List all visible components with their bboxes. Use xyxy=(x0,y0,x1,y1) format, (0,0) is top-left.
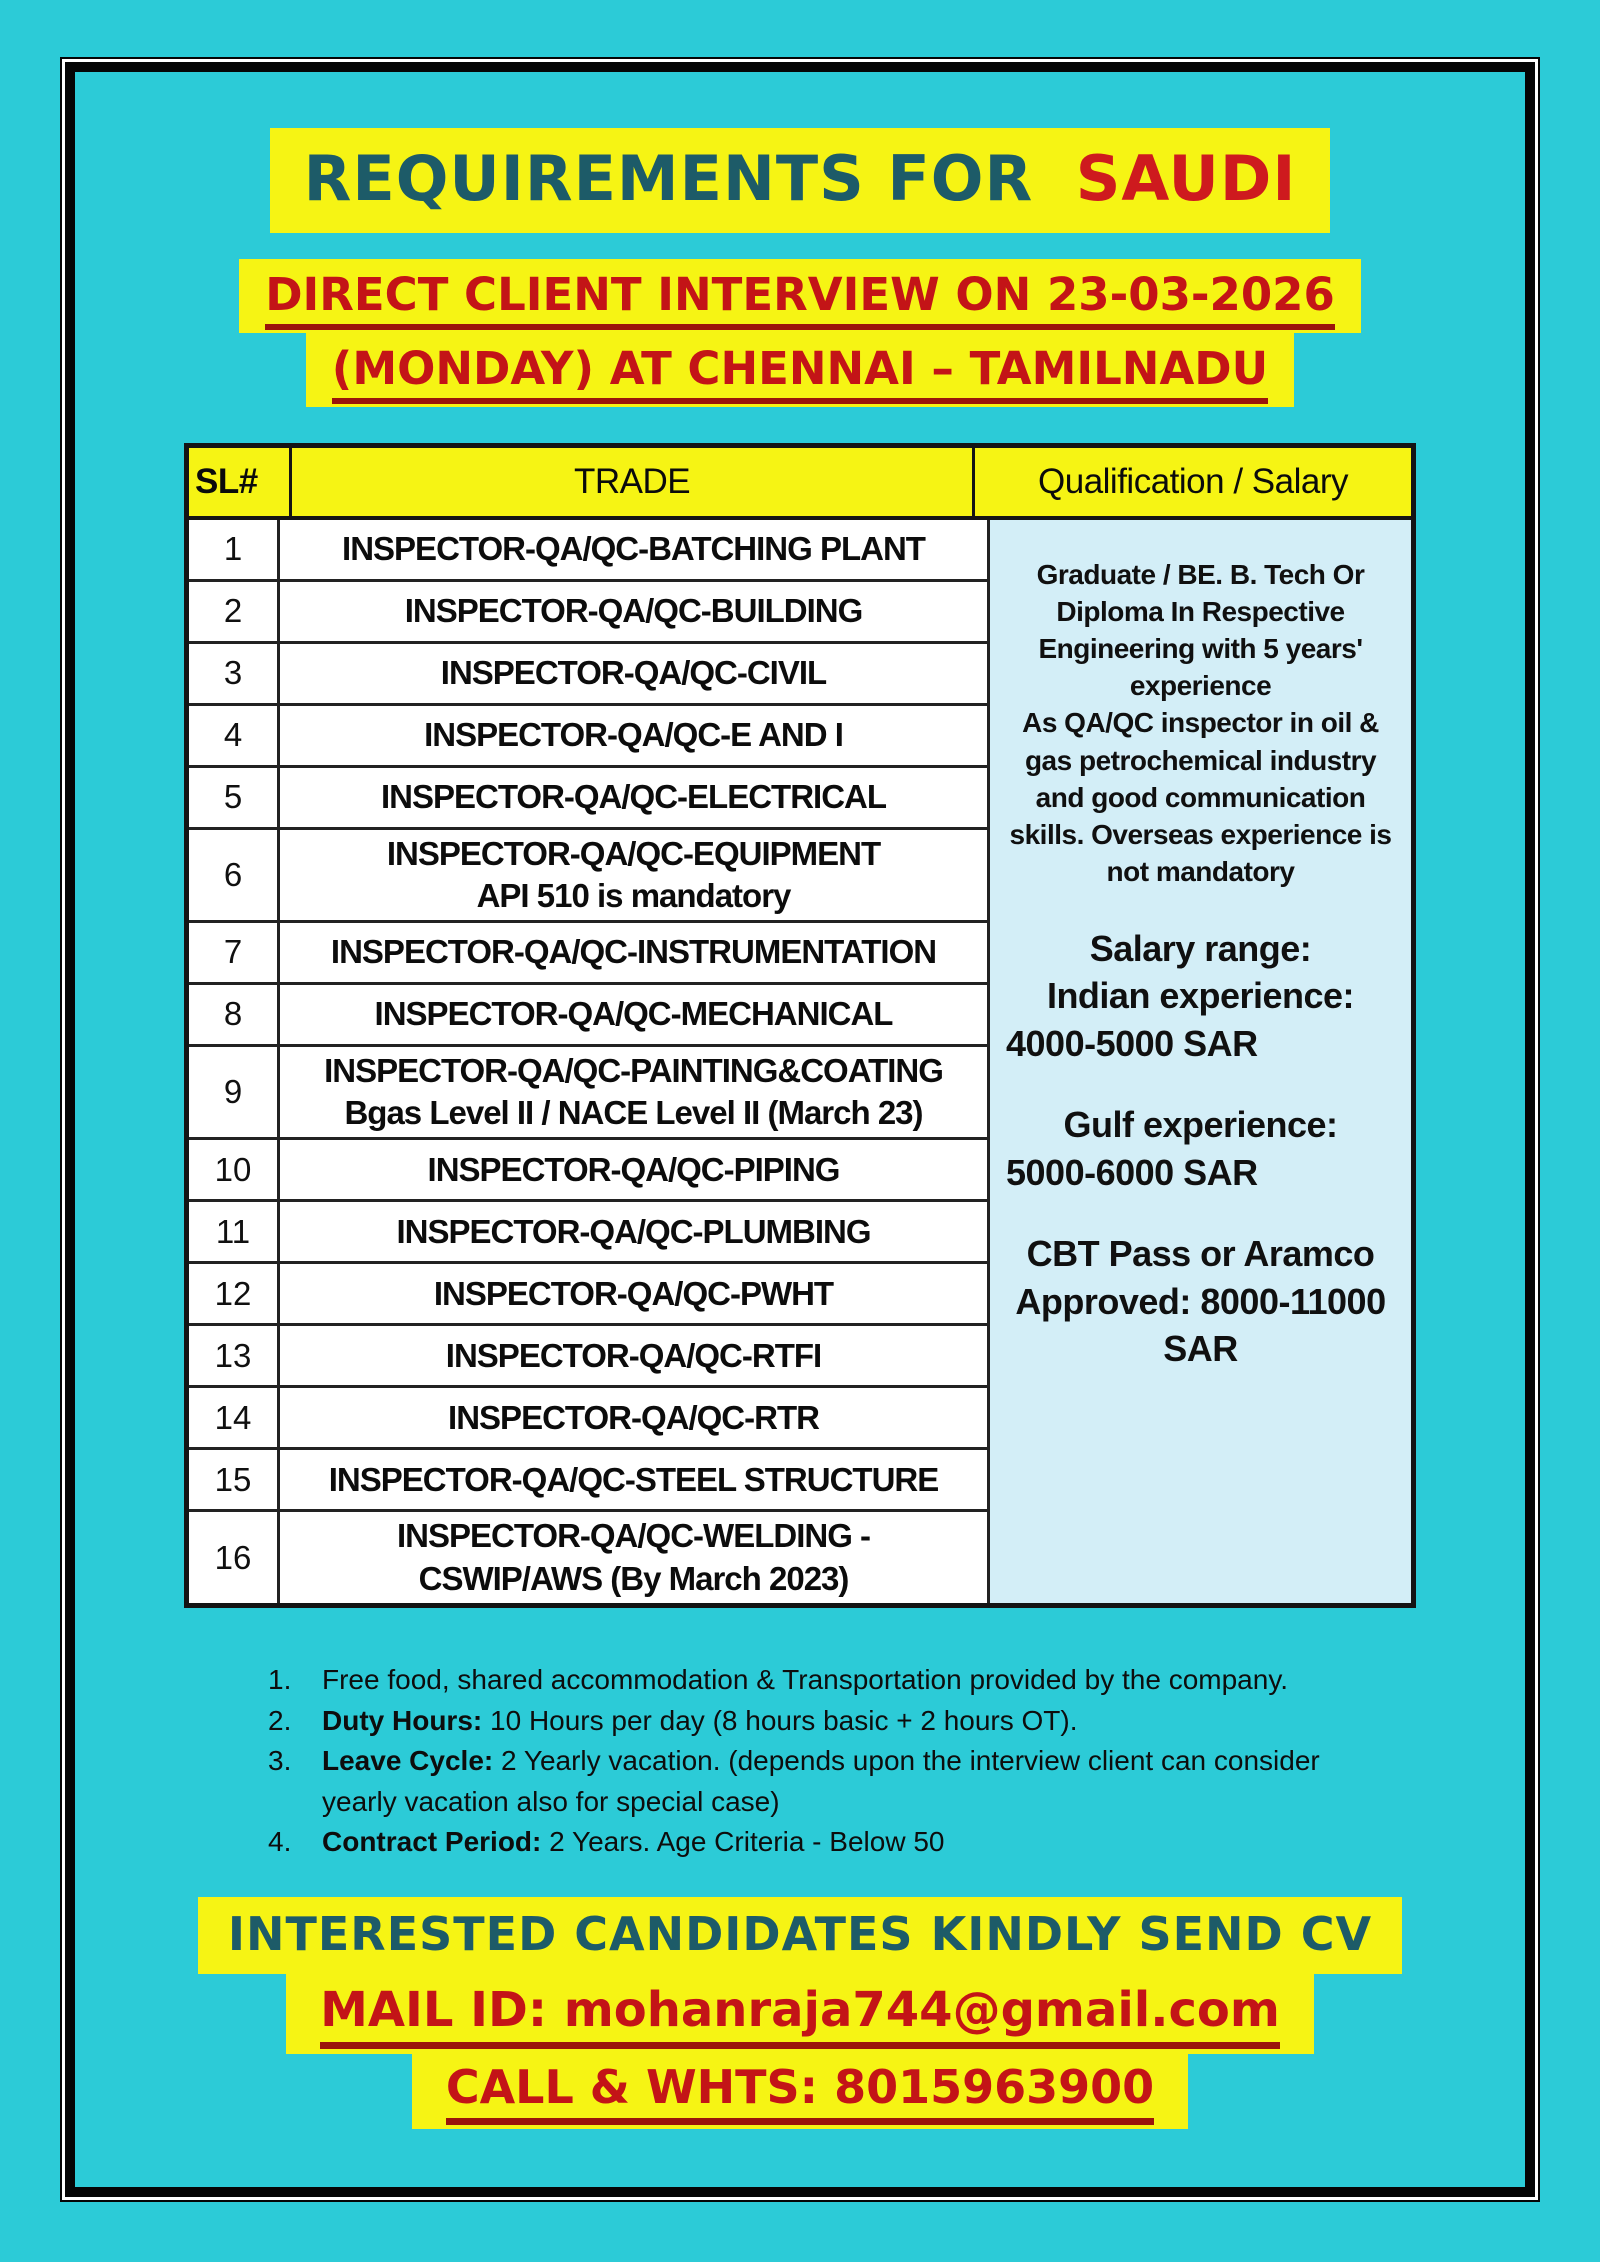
note-number: 4. xyxy=(268,1826,292,1858)
sl-cell: 11 xyxy=(189,1202,280,1261)
table-row xyxy=(189,706,987,768)
trade-cell xyxy=(280,830,987,920)
sl-cell: 2 xyxy=(189,582,280,641)
note-number: 1. xyxy=(268,1663,292,1695)
cta-call-text: CALL & WHTS: 8015963900 xyxy=(446,2060,1154,2125)
qualification-line: As QA/QC inspector in oil & gas petrochemical industry and good communication skills. Overseas experience is not mandatory xyxy=(1009,707,1392,888)
table-row xyxy=(189,1264,987,1326)
sl-cell: 15 xyxy=(189,1450,280,1509)
trade-cell xyxy=(280,582,987,641)
trade-cell xyxy=(280,768,987,827)
trade-line: INSPECTOR-QA/QC-CIVIL xyxy=(440,653,827,691)
trade-line: INSPECTOR-QA/QC-WELDING - xyxy=(396,1517,871,1555)
table-row xyxy=(189,644,987,706)
trade-cell xyxy=(280,1202,987,1261)
note-item xyxy=(268,1822,1398,1863)
trade-line: INSPECTOR-QA/QC-MECHANICAL xyxy=(374,995,893,1033)
title-text: REQUIREMENTS FOR xyxy=(303,142,1034,215)
sl-cell: 10 xyxy=(189,1140,280,1199)
table-header-qualification: Qualification / Salary xyxy=(1038,461,1348,501)
table-row xyxy=(189,1512,987,1602)
cta-section xyxy=(75,1897,1525,2129)
table-row xyxy=(189,1202,987,1264)
note-number: 3. xyxy=(268,1745,292,1777)
table-header-sl: SL# xyxy=(189,448,292,516)
trade-line: Bgas Level II / NACE Level II (March 23) xyxy=(344,1094,923,1132)
trade-cell xyxy=(280,644,987,703)
trade-line: INSPECTOR-QA/QC-STEEL STRUCTURE xyxy=(328,1460,939,1498)
subtitle-line-1: DIRECT CLIENT INTERVIEW ON 23-03-2026 xyxy=(239,259,1361,333)
trade-line: INSPECTOR-QA/QC-PIPING xyxy=(427,1150,840,1188)
sl-cell: 5 xyxy=(189,768,280,827)
requirements-table xyxy=(184,443,1416,1608)
table-row xyxy=(189,1047,987,1140)
title-row xyxy=(75,128,1525,233)
table-header-row xyxy=(189,448,1411,520)
trade-line: INSPECTOR-QA/QC-PWHT xyxy=(433,1274,834,1312)
qualification-line: 5000-6000 SAR xyxy=(1006,1151,1258,1193)
trade-cell xyxy=(280,1140,987,1199)
title-accent: SAUDI xyxy=(1075,142,1297,215)
table-row xyxy=(189,520,987,582)
note-item xyxy=(268,1701,1398,1742)
table-row xyxy=(189,830,987,923)
table-row xyxy=(189,985,987,1047)
note-item xyxy=(268,1741,1398,1822)
title-banner xyxy=(270,128,1331,233)
table-row xyxy=(189,1388,987,1450)
cta-mail-text: MAIL ID: mohanraja744@gmail.com xyxy=(320,1982,1280,2049)
qualification-line: 4000-5000 SAR xyxy=(1006,1022,1258,1064)
table-row xyxy=(189,1450,987,1512)
trade-cell xyxy=(280,985,987,1044)
note-text: Duty Hours: 10 Hours per day (8 hours basic + 2 hours OT). xyxy=(322,1704,1078,1736)
trade-line: INSPECTOR-QA/QC-INSTRUMENTATION xyxy=(330,933,937,971)
table-row xyxy=(189,1326,987,1388)
sl-cell: 14 xyxy=(189,1388,280,1447)
sl-cell: 3 xyxy=(189,644,280,703)
table-row xyxy=(189,582,987,644)
trade-cell xyxy=(280,1264,987,1323)
trade-line: INSPECTOR-QA/QC-ELECTRICAL xyxy=(380,777,887,815)
qualification-line: Graduate / BE. B. Tech Or Diploma In Respective Engineering with 5 years' experience xyxy=(1036,558,1365,702)
trade-cell xyxy=(280,706,987,765)
qualification-line: CBT Pass or Aramco Approved: 8000-11000 SAR xyxy=(1015,1233,1386,1370)
cta-heading: INTERESTED CANDIDATES KINDLY SEND CV xyxy=(198,1897,1402,1974)
trade-line: INSPECTOR-QA/QC-BUILDING xyxy=(404,591,863,629)
trade-cell xyxy=(280,520,987,579)
subtitle-line-2: (MONDAY) AT CHENNAI – TAMILNADU xyxy=(306,333,1294,407)
table-header-trade: TRADE xyxy=(292,448,975,516)
note-label: Leave Cycle: xyxy=(322,1745,494,1777)
trade-line: INSPECTOR-QA/QC-E AND I xyxy=(424,715,843,753)
note-label: Contract Period: xyxy=(322,1826,542,1858)
sl-cell: 8 xyxy=(189,985,280,1044)
trade-line: INSPECTOR-QA/QC-EQUIPMENT xyxy=(386,834,881,872)
trade-line: API 510 is mandatory xyxy=(476,876,791,914)
qualification-line: Salary range: xyxy=(1089,927,1312,969)
notes-list xyxy=(268,1660,1398,1863)
trade-line: INSPECTOR-QA/QC-RTR xyxy=(448,1398,819,1436)
note-text: Leave Cycle: 2 Yearly vacation. (depends upon the interview client can consider yearly vacation also for special case) xyxy=(322,1745,1320,1817)
trade-line: INSPECTOR-QA/QC-PLUMBING xyxy=(396,1212,871,1250)
subtitle xyxy=(75,259,1525,407)
note-label: Duty Hours: xyxy=(322,1704,483,1736)
cta-mail xyxy=(286,1974,1314,2054)
sl-cell: 9 xyxy=(189,1047,280,1137)
table-body xyxy=(189,520,1411,1603)
sl-cell: 12 xyxy=(189,1264,280,1323)
sl-cell: 16 xyxy=(189,1512,280,1602)
poster-content xyxy=(75,72,1525,2129)
trade-line: INSPECTOR-QA/QC-PAINTING&COATING xyxy=(324,1051,943,1089)
table-row xyxy=(189,1140,987,1202)
trade-cell xyxy=(280,1388,987,1447)
trade-line: CSWIP/AWS (By March 2023) xyxy=(418,1559,849,1597)
sl-cell: 6 xyxy=(189,830,280,920)
trade-cell xyxy=(280,923,987,982)
cta-call xyxy=(412,2054,1188,2129)
sl-cell: 7 xyxy=(189,923,280,982)
table-rows xyxy=(189,520,987,1603)
sl-cell: 1 xyxy=(189,520,280,579)
trade-cell xyxy=(280,1512,987,1602)
note-item xyxy=(268,1660,1398,1701)
note-number: 2. xyxy=(268,1704,292,1736)
qualification-line: Gulf experience: xyxy=(1063,1104,1338,1146)
poster-frame xyxy=(65,62,1535,2197)
trade-cell xyxy=(280,1326,987,1385)
qualification-line: Indian experience: xyxy=(1046,975,1355,1017)
note-text: Free food, shared accommodation & Transportation provided by the company. xyxy=(322,1663,1289,1695)
sl-cell: 13 xyxy=(189,1326,280,1385)
table-row xyxy=(189,768,987,830)
qualification-cell xyxy=(987,520,1411,1603)
trade-line: INSPECTOR-QA/QC-RTFI xyxy=(445,1336,822,1374)
trade-line: INSPECTOR-QA/QC-BATCHING PLANT xyxy=(342,529,925,567)
sl-cell: 4 xyxy=(189,706,280,765)
table-row xyxy=(189,923,987,985)
trade-cell xyxy=(280,1047,987,1137)
note-text: Contract Period: 2 Years. Age Criteria - Below 50 xyxy=(322,1826,945,1858)
trade-cell xyxy=(280,1450,987,1509)
